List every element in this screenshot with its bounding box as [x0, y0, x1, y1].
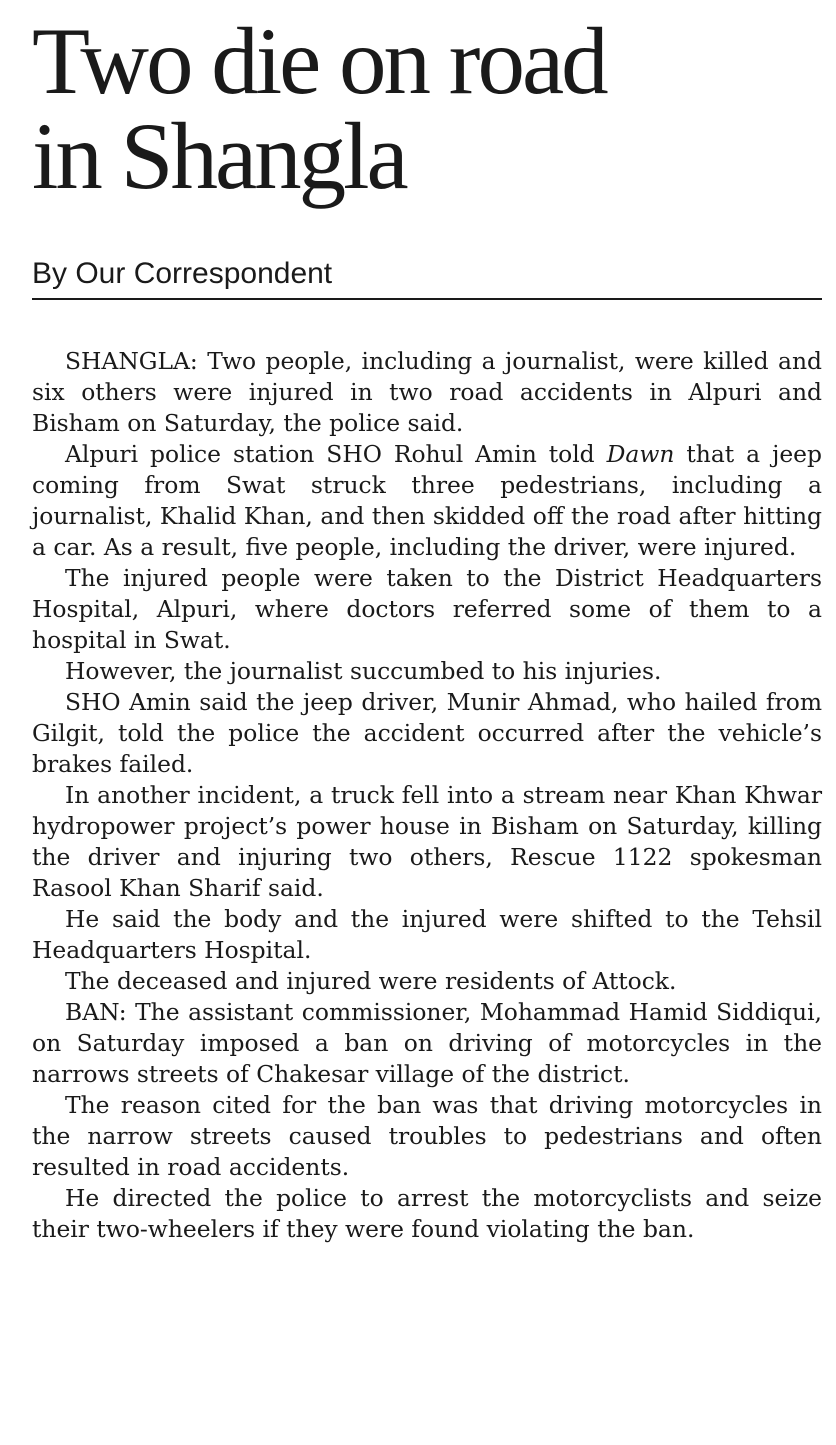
paragraph: However, the journalist succumbed to his injuries.: [65, 657, 662, 685]
paragraph: In another incident, a truck fell into a stream near Khan Khwar hydropower project’s power house in Bisham on Saturday, killing the driver and injuring two others, Rescue 1122 spokesman Rasool Khan Sharif said.: [32, 781, 822, 902]
paragraph: He directed the police to arrest the motorcyclists and seize their two-wheelers if they were found violating the ban.: [32, 1184, 822, 1243]
headline-line-2: in Shangla: [32, 103, 406, 209]
paragraph: The injured people were taken to the District Headquarters Hospital, Alpuri, where doctors referred some of them to a hospital in Swat.: [32, 564, 822, 654]
news-article: [32, 8, 822, 1245]
paragraph: SHO Amin said the jeep driver, Munir Ahmad, who hailed from Gilgit, told the police the accident occurred after the vehicle’s brakes failed.: [32, 688, 822, 778]
paragraph: The deceased and injured were residents of Attock.: [65, 967, 677, 995]
paragraph: The reason cited for the ban was that driving motorcycles in the narrow streets caused troubles to pedestrians and often resulted in road accidents.: [32, 1091, 822, 1181]
paragraph: BAN: The assistant commissioner, Mohammad Hamid Siddiqui, on Saturday imposed a ban on driving of motorcycles in the narrows streets of Chakesar village of the district.: [32, 998, 822, 1088]
byline: By Our Correspondent: [32, 256, 822, 300]
newspaper-name: Dawn: [606, 440, 675, 468]
paragraph: He said the body and the injured were shifted to the Tehsil Headquarters Hospital.: [32, 905, 822, 964]
paragraph: SHANGLA: Two people, including a journalist, were killed and six others were injured in two road accidents in Alpuri and Bisham on Saturday, the police said.: [32, 347, 822, 437]
paragraph-lead: Alpuri police station SHO Rohul Amin told: [65, 440, 595, 468]
article-body: [32, 346, 822, 1245]
paragraph: [32, 439, 822, 563]
headline: [32, 8, 822, 209]
paragraph-rest: that a jeep coming from Swat struck three pedestrians, including a journalist, Khalid Khan, and then skidded off the road after hitting a car. As a result, five people, including the driver, were injured.: [32, 440, 822, 561]
headline-line-1: Two die on road: [32, 8, 606, 114]
